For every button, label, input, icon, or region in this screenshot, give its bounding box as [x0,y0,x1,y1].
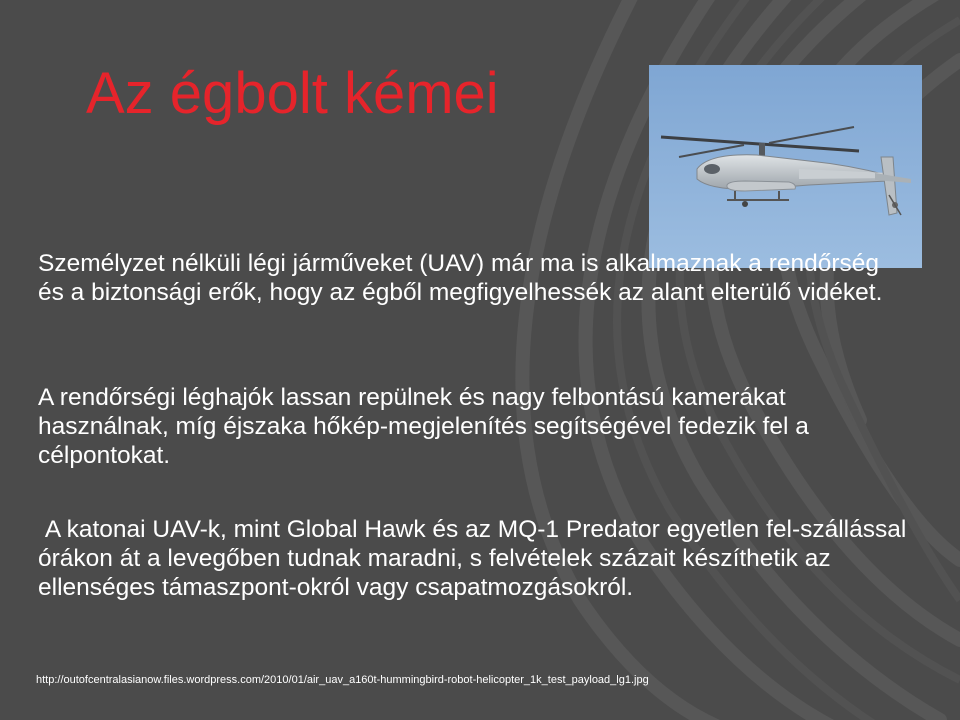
paragraph-police-airships: A rendőrségi léghajók lassan repülnek és nagy felbontású kamerákat használnak, míg éjszaka hőkép-megjelenítés segítségével fedezik fel a célpontokat. [38,384,809,469]
paragraph-uav-police: Személyzet nélküli légi járműveket (UAV) már ma is alkalmaznak a rendőrség és a biztonsági erők, hogy az égből megfigyelhessék az alant elterülő vidéket. [38,250,883,306]
paragraph-military-uav: A katonai UAV-k, mint Global Hawk és az MQ-1 Predator egyetlen fel-szállással órákon át a levegőben tudnak maradni, s felvételek százait készíthetik az ellenséges támaszpont-okról vagy csapatmozgásokról. [38,516,914,601]
slide-title: Az égbolt kémei [86,61,499,126]
image-source-link[interactable]: http://outofcentralasianow.files.wordpress.com/2010/01/air_uav_a160t-hummingbird-robot-helicopter_1k_test_payload_lg1.jpg [36,674,649,686]
unmanned-helicopter-photo [649,65,922,268]
